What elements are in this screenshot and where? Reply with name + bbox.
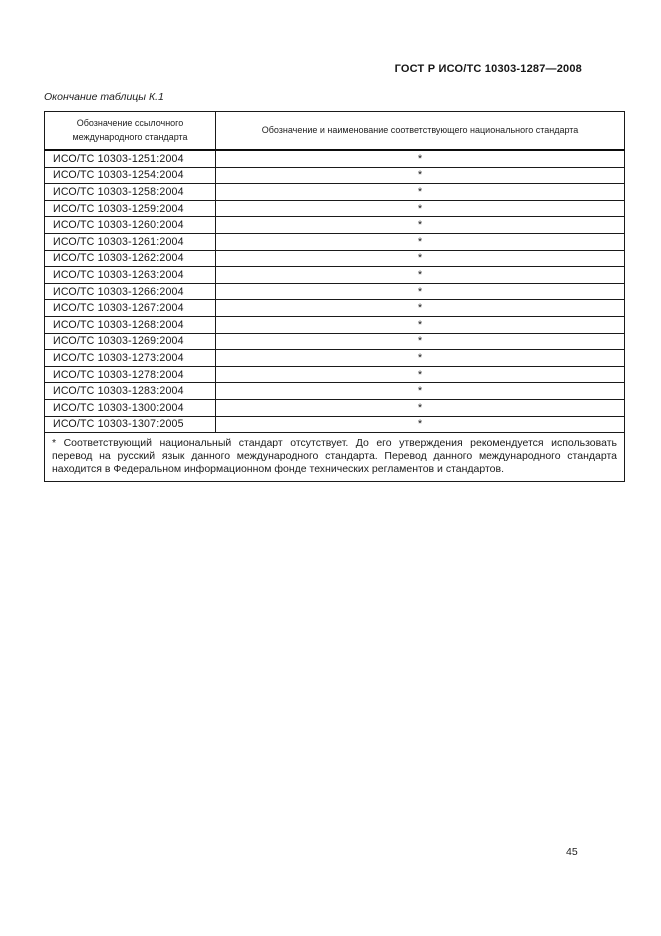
cell-asterisk: * bbox=[216, 167, 625, 184]
cell-asterisk: * bbox=[216, 399, 625, 416]
cell-standard-code: ИСО/ТС 10303-1307:2005 bbox=[45, 416, 216, 433]
cell-asterisk: * bbox=[216, 366, 625, 383]
cell-asterisk: * bbox=[216, 250, 625, 267]
standards-table bbox=[44, 111, 625, 482]
cell-standard-code: ИСО/ТС 10303-1283:2004 bbox=[45, 383, 216, 400]
cell-standard-code: ИСО/ТС 10303-1266:2004 bbox=[45, 283, 216, 300]
cell-standard-code: ИСО/ТС 10303-1269:2004 bbox=[45, 333, 216, 350]
cell-standard-code: ИСО/ТС 10303-1262:2004 bbox=[45, 250, 216, 267]
table-row bbox=[45, 383, 625, 400]
table-body bbox=[45, 150, 625, 433]
cell-asterisk: * bbox=[216, 350, 625, 367]
footnote-row bbox=[45, 433, 625, 482]
table-row bbox=[45, 283, 625, 300]
table-row bbox=[45, 333, 625, 350]
cell-asterisk: * bbox=[216, 150, 625, 167]
table-footer bbox=[45, 433, 625, 482]
cell-standard-code: ИСО/ТС 10303-1267:2004 bbox=[45, 300, 216, 317]
col-header-reference-standard: Обозначение ссылочного международного стандарта bbox=[45, 112, 216, 151]
cell-asterisk: * bbox=[216, 316, 625, 333]
table-row bbox=[45, 184, 625, 201]
cell-standard-code: ИСО/ТС 10303-1251:2004 bbox=[45, 150, 216, 167]
cell-asterisk: * bbox=[216, 184, 625, 201]
table-row bbox=[45, 316, 625, 333]
table-footnote: * Соответствующий национальный стандарт отсутствует. До его утверждения рекомендуется использовать перевод на русский язык данного международного стандарта. Перевод данного международного стандарта находится в Федеральном информационном фонде технических регламентов и стандартов. bbox=[45, 433, 625, 482]
table-row bbox=[45, 267, 625, 284]
table-row bbox=[45, 416, 625, 433]
cell-standard-code: ИСО/ТС 10303-1258:2004 bbox=[45, 184, 216, 201]
table-row bbox=[45, 366, 625, 383]
cell-asterisk: * bbox=[216, 283, 625, 300]
cell-asterisk: * bbox=[216, 267, 625, 284]
cell-standard-code: ИСО/ТС 10303-1263:2004 bbox=[45, 267, 216, 284]
page-number: 45 bbox=[566, 846, 578, 858]
cell-asterisk: * bbox=[216, 217, 625, 234]
cell-asterisk: * bbox=[216, 416, 625, 433]
cell-asterisk: * bbox=[216, 233, 625, 250]
table-row bbox=[45, 399, 625, 416]
cell-standard-code: ИСО/ТС 10303-1300:2004 bbox=[45, 399, 216, 416]
cell-standard-code: ИСО/ТС 10303-1254:2004 bbox=[45, 167, 216, 184]
cell-standard-code: ИСО/ТС 10303-1260:2004 bbox=[45, 217, 216, 234]
cell-asterisk: * bbox=[216, 200, 625, 217]
col-header-national-standard: Обозначение и наименование соответствующего национального стандарта bbox=[216, 112, 625, 151]
cell-standard-code: ИСО/ТС 10303-1259:2004 bbox=[45, 200, 216, 217]
table-row bbox=[45, 233, 625, 250]
table-caption: Окончание таблицы К.1 bbox=[44, 91, 164, 103]
cell-asterisk: * bbox=[216, 383, 625, 400]
cell-standard-code: ИСО/ТС 10303-1273:2004 bbox=[45, 350, 216, 367]
cell-standard-code: ИСО/ТС 10303-1261:2004 bbox=[45, 233, 216, 250]
running-header: ГОСТ Р ИСО/ТС 10303-1287—2008 bbox=[394, 63, 582, 75]
table-row bbox=[45, 150, 625, 167]
table-row bbox=[45, 167, 625, 184]
cell-standard-code: ИСО/ТС 10303-1278:2004 bbox=[45, 366, 216, 383]
table-row bbox=[45, 200, 625, 217]
table-row bbox=[45, 217, 625, 234]
table-row bbox=[45, 350, 625, 367]
table-row bbox=[45, 250, 625, 267]
table-row bbox=[45, 300, 625, 317]
cell-asterisk: * bbox=[216, 300, 625, 317]
cell-standard-code: ИСО/ТС 10303-1268:2004 bbox=[45, 316, 216, 333]
table-header-row bbox=[45, 112, 625, 151]
table-header bbox=[45, 112, 625, 151]
cell-asterisk: * bbox=[216, 333, 625, 350]
